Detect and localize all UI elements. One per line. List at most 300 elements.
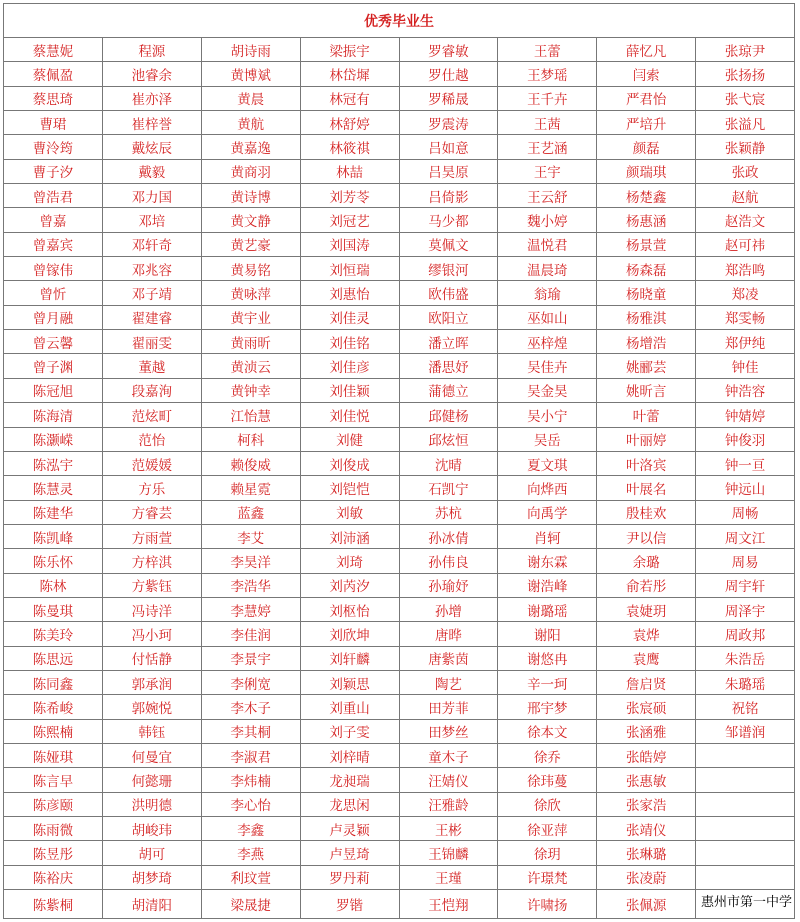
name-cell [696, 768, 795, 792]
name-cell: 曹泠筠 [4, 135, 103, 159]
name-cell: 郑伊纯 [696, 330, 795, 354]
name-cell: 张佩源 [597, 890, 696, 919]
name-cell: 许璟梵 [498, 865, 597, 889]
name-cell: 罗睿敏 [399, 38, 498, 62]
name-cell: 张扬扬 [696, 62, 795, 86]
name-cell: 叶蕾 [597, 403, 696, 427]
name-cell: 苏杭 [399, 500, 498, 524]
name-cell: 刘子雯 [300, 719, 399, 743]
table-row [4, 646, 795, 670]
name-cell: 童木子 [399, 743, 498, 767]
name-cell: 王瑾 [399, 865, 498, 889]
name-cell: 肖轲 [498, 524, 597, 548]
table-row [4, 330, 795, 354]
name-cell: 吴小宁 [498, 403, 597, 427]
name-cell: 黄嘉逸 [201, 135, 300, 159]
name-cell: 李慧婷 [201, 597, 300, 621]
name-cell: 曾月融 [4, 305, 103, 329]
name-cell: 钟俊羽 [696, 427, 795, 451]
name-cell: 陈泓宇 [4, 451, 103, 475]
table-row [4, 890, 795, 919]
name-cell: 徐乔 [498, 743, 597, 767]
name-cell: 颜磊 [597, 135, 696, 159]
name-cell: 冯小珂 [102, 622, 201, 646]
name-cell: 钟浩容 [696, 378, 795, 402]
table-row [4, 743, 795, 767]
name-cell: 赵浩文 [696, 208, 795, 232]
name-cell: 张家浩 [597, 792, 696, 816]
name-cell: 张颖静 [696, 135, 795, 159]
name-cell: 胡梦琦 [102, 865, 201, 889]
name-cell: 张惠敏 [597, 768, 696, 792]
name-cell: 赵航 [696, 184, 795, 208]
name-cell: 徐玮蔓 [498, 768, 597, 792]
name-cell: 马少都 [399, 208, 498, 232]
table-row [4, 549, 795, 573]
name-cell: 翟丽雯 [102, 330, 201, 354]
name-cell: 谢阳 [498, 622, 597, 646]
table-row [4, 232, 795, 256]
name-cell: 方梓淇 [102, 549, 201, 573]
table-row [4, 573, 795, 597]
name-cell: 黄易铭 [201, 257, 300, 281]
name-cell: 陈冠旭 [4, 378, 103, 402]
name-cell: 梁晟捷 [201, 890, 300, 919]
table-title: 优秀毕业生 [4, 4, 795, 38]
name-cell: 温晨琦 [498, 257, 597, 281]
table-row [4, 135, 795, 159]
name-cell: 黄咏萍 [201, 281, 300, 305]
name-cell: 周易 [696, 549, 795, 573]
name-cell: 李浩华 [201, 573, 300, 597]
name-cell: 钟婧婷 [696, 403, 795, 427]
name-cell: 周政邦 [696, 622, 795, 646]
name-cell: 曹珺 [4, 111, 103, 135]
name-cell: 林岱墀 [300, 62, 399, 86]
name-cell: 黄浈云 [201, 354, 300, 378]
name-cell: 陈言早 [4, 768, 103, 792]
name-cell: 刘健 [300, 427, 399, 451]
name-cell: 赖俊威 [201, 451, 300, 475]
table-row [4, 524, 795, 548]
table-row [4, 305, 795, 329]
name-cell: 范怡 [102, 427, 201, 451]
name-cell: 卢昱琦 [300, 841, 399, 865]
name-cell: 林筱祺 [300, 135, 399, 159]
name-cell: 颜瑞琪 [597, 159, 696, 183]
name-cell: 刘敏 [300, 500, 399, 524]
name-cell: 杨森磊 [597, 257, 696, 281]
name-cell: 许啸扬 [498, 890, 597, 919]
name-cell: 何懿珊 [102, 768, 201, 792]
name-cell: 戴炫辰 [102, 135, 201, 159]
name-cell: 巫梓煌 [498, 330, 597, 354]
name-cell: 段嘉洵 [102, 378, 201, 402]
name-cell: 林舒婷 [300, 111, 399, 135]
name-cell: 谢浩峰 [498, 573, 597, 597]
name-cell: 赵可祎 [696, 232, 795, 256]
name-cell: 洪明德 [102, 792, 201, 816]
name-cell: 梁振宇 [300, 38, 399, 62]
name-cell: 冯诗洋 [102, 597, 201, 621]
name-cell: 殷桂欢 [597, 500, 696, 524]
name-cell: 卢灵颖 [300, 817, 399, 841]
name-cell: 刘梓晴 [300, 743, 399, 767]
name-cell: 闫索 [597, 62, 696, 86]
name-cell: 胡诗雨 [201, 38, 300, 62]
name-cell: 孙瑜妤 [399, 573, 498, 597]
name-cell: 李景宇 [201, 646, 300, 670]
name-cell: 张政 [696, 159, 795, 183]
name-cell: 田芳菲 [399, 695, 498, 719]
name-cell: 赖星霓 [201, 476, 300, 500]
name-cell: 刘佳颖 [300, 378, 399, 402]
name-cell: 刘俊成 [300, 451, 399, 475]
table-row [4, 281, 795, 305]
name-cell: 崔梓誉 [102, 111, 201, 135]
name-cell: 邹谱润 [696, 719, 795, 743]
name-cell: 杨增浩 [597, 330, 696, 354]
name-cell: 张皓婷 [597, 743, 696, 767]
name-cell: 程源 [102, 38, 201, 62]
name-cell: 巫如山 [498, 305, 597, 329]
name-cell: 周畅 [696, 500, 795, 524]
name-cell: 袁烨 [597, 622, 696, 646]
name-cell: 夏文琪 [498, 451, 597, 475]
name-cell: 曾镓伟 [4, 257, 103, 281]
table-row [4, 208, 795, 232]
name-cell: 陈曼琪 [4, 597, 103, 621]
table-row [4, 695, 795, 719]
name-cell: 田梦丝 [399, 719, 498, 743]
name-cell: 陈美玲 [4, 622, 103, 646]
name-cell: 欧阳立 [399, 305, 498, 329]
name-cell: 朱璐瑶 [696, 670, 795, 694]
name-cell: 龙昶瑞 [300, 768, 399, 792]
name-cell [696, 743, 795, 767]
name-cell: 王梦瑶 [498, 62, 597, 86]
name-cell: 缪银河 [399, 257, 498, 281]
name-cell: 李木子 [201, 695, 300, 719]
name-cell: 罗丹莉 [300, 865, 399, 889]
name-cell: 陈彦颐 [4, 792, 103, 816]
name-cell: 叶丽婷 [597, 427, 696, 451]
name-cell: 叶洛宾 [597, 451, 696, 475]
name-cell: 刘铠恺 [300, 476, 399, 500]
table-row [4, 865, 795, 889]
name-cell: 谢东霖 [498, 549, 597, 573]
name-cell [696, 817, 795, 841]
name-cell: 徐本文 [498, 719, 597, 743]
name-cell: 袁鹰 [597, 646, 696, 670]
name-cell: 莫佩文 [399, 232, 498, 256]
name-cell: 邓力国 [102, 184, 201, 208]
name-cell: 胡清阳 [102, 890, 201, 919]
table-row [4, 111, 795, 135]
name-cell: 崔亦泽 [102, 86, 201, 110]
table-row [4, 476, 795, 500]
name-cell: 唐晔 [399, 622, 498, 646]
name-cell: 胡可 [102, 841, 201, 865]
table-row [4, 597, 795, 621]
name-cell: 罗稀晟 [399, 86, 498, 110]
table-row [4, 451, 795, 475]
name-cell: 范炫町 [102, 403, 201, 427]
name-cell: 刘芳苓 [300, 184, 399, 208]
name-cell: 欧伟盛 [399, 281, 498, 305]
name-cell: 向烨西 [498, 476, 597, 500]
name-cell: 陈乐怀 [4, 549, 103, 573]
name-cell: 翟建睿 [102, 305, 201, 329]
name-cell: 方乐 [102, 476, 201, 500]
name-cell: 李佳润 [201, 622, 300, 646]
name-cell: 方紫钰 [102, 573, 201, 597]
name-cell: 詹启贤 [597, 670, 696, 694]
name-cell: 谢悠冉 [498, 646, 597, 670]
name-cell: 张宸硕 [597, 695, 696, 719]
name-cell: 钟远山 [696, 476, 795, 500]
name-cell: 徐玥 [498, 841, 597, 865]
name-cell: 陈凯峰 [4, 524, 103, 548]
name-cell: 余璐 [597, 549, 696, 573]
table-row [4, 768, 795, 792]
name-cell: 徐欣 [498, 792, 597, 816]
name-cell: 黄雨昕 [201, 330, 300, 354]
name-cell: 张琼尹 [696, 38, 795, 62]
name-cell: 张涵雅 [597, 719, 696, 743]
name-cell: 尹以信 [597, 524, 696, 548]
name-cell: 祝铭 [696, 695, 795, 719]
name-cell: 曾嘉 [4, 208, 103, 232]
name-cell: 陈紫桐 [4, 890, 103, 919]
name-cell: 郭承润 [102, 670, 201, 694]
table-row [4, 427, 795, 451]
name-cell: 陈娅琪 [4, 743, 103, 767]
name-cell: 郑浩鸣 [696, 257, 795, 281]
name-cell: 韩钰 [102, 719, 201, 743]
name-cell: 陈裕庆 [4, 865, 103, 889]
name-cell: 王锦麟 [399, 841, 498, 865]
name-cell: 戴毅 [102, 159, 201, 183]
name-cell: 曾云馨 [4, 330, 103, 354]
name-cell: 吴岳 [498, 427, 597, 451]
name-cell: 陈慧灵 [4, 476, 103, 500]
table-row [4, 38, 795, 62]
name-cell: 蒲德立 [399, 378, 498, 402]
name-cell: 袁婕玥 [597, 597, 696, 621]
name-cell: 严培升 [597, 111, 696, 135]
name-cell: 徐亚萍 [498, 817, 597, 841]
name-cell: 刘佳悦 [300, 403, 399, 427]
name-cell: 邱健杨 [399, 403, 498, 427]
name-cell: 杨楚鑫 [597, 184, 696, 208]
name-cell: 刘颖思 [300, 670, 399, 694]
name-cell: 王恺翔 [399, 890, 498, 919]
name-cell [696, 792, 795, 816]
name-cell: 杨惠涵 [597, 208, 696, 232]
name-cell: 陈昱彤 [4, 841, 103, 865]
name-cell: 张凌蔚 [597, 865, 696, 889]
name-cell: 黄诗博 [201, 184, 300, 208]
name-cell: 黄文静 [201, 208, 300, 232]
name-cell: 温悦君 [498, 232, 597, 256]
name-cell: 钟一亘 [696, 451, 795, 475]
name-cell: 邓子靖 [102, 281, 201, 305]
table-row [4, 500, 795, 524]
name-cell: 姚郦芸 [597, 354, 696, 378]
name-cell: 潘立晖 [399, 330, 498, 354]
name-cell: 张琳璐 [597, 841, 696, 865]
name-cell: 石凯宁 [399, 476, 498, 500]
name-cell: 李心怡 [201, 792, 300, 816]
name-cell: 邓轩奇 [102, 232, 201, 256]
name-cell: 陈同鑫 [4, 670, 103, 694]
table-row [4, 159, 795, 183]
name-cell: 李淑君 [201, 743, 300, 767]
name-cell: 刘佳彦 [300, 354, 399, 378]
name-cell: 周宇轩 [696, 573, 795, 597]
name-cell: 汪婧仪 [399, 768, 498, 792]
name-cell: 刘芮汐 [300, 573, 399, 597]
name-cell: 王艺涵 [498, 135, 597, 159]
table-row [4, 719, 795, 743]
name-cell: 陈海清 [4, 403, 103, 427]
table-row [4, 354, 795, 378]
name-cell: 钟佳 [696, 354, 795, 378]
title-row [4, 4, 795, 38]
name-cell: 刘欣坤 [300, 622, 399, 646]
name-cell: 吕昊原 [399, 159, 498, 183]
name-cell: 辛一珂 [498, 670, 597, 694]
name-cell: 曹子汐 [4, 159, 103, 183]
name-cell: 李俐宽 [201, 670, 300, 694]
name-cell: 吕如意 [399, 135, 498, 159]
name-cell: 沈晴 [399, 451, 498, 475]
name-cell: 刘国涛 [300, 232, 399, 256]
name-cell: 王云舒 [498, 184, 597, 208]
name-cell: 叶展名 [597, 476, 696, 500]
name-cell [696, 865, 795, 889]
name-cell: 利玟萱 [201, 865, 300, 889]
name-cell: 王蕾 [498, 38, 597, 62]
name-cell: 周文江 [696, 524, 795, 548]
name-cell: 王彬 [399, 817, 498, 841]
name-cell: 唐紫茵 [399, 646, 498, 670]
name-cell: 李炜楠 [201, 768, 300, 792]
table-row [4, 670, 795, 694]
name-cell: 俞若彤 [597, 573, 696, 597]
table-row [4, 257, 795, 281]
name-cell: 陈灏嵘 [4, 427, 103, 451]
name-cell: 郑雯畅 [696, 305, 795, 329]
name-cell: 姚昕言 [597, 378, 696, 402]
name-cell: 陈雨微 [4, 817, 103, 841]
honor-roll-table [3, 3, 795, 919]
name-cell: 杨雅淇 [597, 305, 696, 329]
name-cell: 蓝鑫 [201, 500, 300, 524]
name-cell: 杨晓童 [597, 281, 696, 305]
name-cell: 方睿芸 [102, 500, 201, 524]
name-cell: 严君怡 [597, 86, 696, 110]
school-footer: 惠州市第一中学 [699, 891, 794, 910]
name-cell: 林喆 [300, 159, 399, 183]
name-cell: 黄宇业 [201, 305, 300, 329]
name-cell: 汪雅龄 [399, 792, 498, 816]
name-cell: 邢宇梦 [498, 695, 597, 719]
name-cell: 刘惠怡 [300, 281, 399, 305]
name-cell: 翁瑜 [498, 281, 597, 305]
name-cell: 付恬静 [102, 646, 201, 670]
name-cell: 邱炫恒 [399, 427, 498, 451]
name-cell: 何曼宜 [102, 743, 201, 767]
name-cell: 孙伟良 [399, 549, 498, 573]
name-cell: 柯科 [201, 427, 300, 451]
name-cell: 王千卉 [498, 86, 597, 110]
name-cell: 刘沛涵 [300, 524, 399, 548]
name-cell: 蔡佩盈 [4, 62, 103, 86]
name-cell: 刘枢怡 [300, 597, 399, 621]
name-cell: 曾嘉宾 [4, 232, 103, 256]
name-cell: 曾浩君 [4, 184, 103, 208]
name-cell: 刘重山 [300, 695, 399, 719]
name-cell: 吴金昊 [498, 378, 597, 402]
name-cell: 黄商羽 [201, 159, 300, 183]
name-cell: 陈思远 [4, 646, 103, 670]
name-cell: 范媛媛 [102, 451, 201, 475]
name-cell: 李艾 [201, 524, 300, 548]
name-cell: 王茜 [498, 111, 597, 135]
name-cell: 刘佳灵 [300, 305, 399, 329]
name-cell: 邓培 [102, 208, 201, 232]
name-cell: 郭婉悦 [102, 695, 201, 719]
table-row [4, 403, 795, 427]
name-cell: 张溢凡 [696, 111, 795, 135]
name-cell: 刘佳铭 [300, 330, 399, 354]
name-cell: 邓兆容 [102, 257, 201, 281]
name-cell: 胡峻玮 [102, 817, 201, 841]
name-cell: 陈希峻 [4, 695, 103, 719]
name-cell: 向禹学 [498, 500, 597, 524]
name-cell: 潘思妤 [399, 354, 498, 378]
table-row [4, 841, 795, 865]
name-cell: 陈建华 [4, 500, 103, 524]
table-row [4, 378, 795, 402]
name-cell: 孙冰倩 [399, 524, 498, 548]
name-cell: 杨景萱 [597, 232, 696, 256]
name-cell: 吴佳卉 [498, 354, 597, 378]
name-cell: 蔡思琦 [4, 86, 103, 110]
name-cell: 吕倚影 [399, 184, 498, 208]
name-cell: 罗震涛 [399, 111, 498, 135]
name-cell: 李昊洋 [201, 549, 300, 573]
table-row [4, 62, 795, 86]
name-cell [696, 841, 795, 865]
name-cell: 曾子渊 [4, 354, 103, 378]
name-cell: 黄钟幸 [201, 378, 300, 402]
name-cell: 李燕 [201, 841, 300, 865]
name-cell: 陈熙楠 [4, 719, 103, 743]
name-cell: 黄博斌 [201, 62, 300, 86]
name-cell: 黄艺豪 [201, 232, 300, 256]
name-cell: 陶艺 [399, 670, 498, 694]
name-cell: 张弋宸 [696, 86, 795, 110]
name-cell: 刘恒瑞 [300, 257, 399, 281]
name-cell: 黄晨 [201, 86, 300, 110]
name-cell: 龙思闲 [300, 792, 399, 816]
table-row [4, 622, 795, 646]
name-cell: 林冠有 [300, 86, 399, 110]
table-row [4, 817, 795, 841]
